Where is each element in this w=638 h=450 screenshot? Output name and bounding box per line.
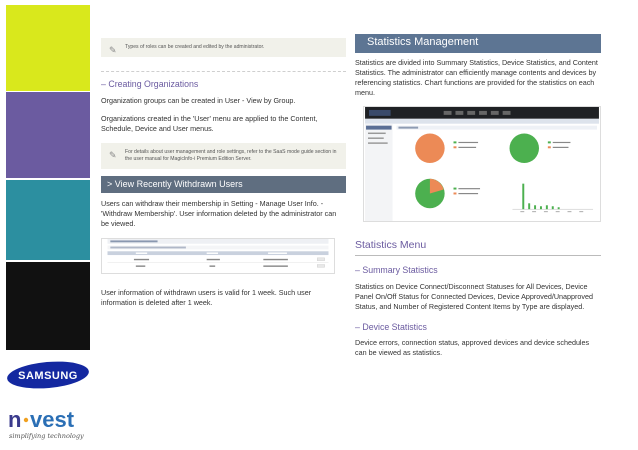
- device-statistics-heading: – Device Statistics: [355, 321, 427, 332]
- withdrawn-paragraph-2: User information of withdrawn users is valid for 1 week. Such user information is deleted after 1 week.: [101, 287, 312, 307]
- color-block-teal: [6, 180, 90, 260]
- pencil-icon: ✎: [109, 45, 117, 55]
- roles-note: [101, 38, 346, 57]
- chevron-right-icon: >: [107, 179, 115, 190]
- creating-org-paragraph-1: Organization groups can be created in User - View by Group.: [101, 95, 296, 105]
- withdrawn-paragraph-1: Users can withdraw their membership in Setting - Manage User Info. - 'Withdraw Membership'. User information deleted by the administrator can be viewed.: [101, 199, 337, 229]
- color-block-purple: [6, 92, 90, 178]
- withdrawn-users-screenshot: [101, 238, 335, 274]
- creating-organizations-heading: – Creating Organizations: [101, 71, 346, 90]
- summary-statistics-paragraph: Statistics on Device Connect/Disconnect Statuses for All Devices, Device Panel On/Off Status for Connected Devices, Device Approved/Unapproved Status, and Number of Registered Content Items by Type are displayed.: [355, 281, 593, 312]
- pencil-icon: ✎: [109, 149, 117, 160]
- withdrawn-users-heading: > View Recently Withdrawn Users: [101, 176, 346, 193]
- dash-marker: –: [355, 321, 363, 332]
- left-column: [101, 38, 346, 316]
- creating-org-paragraph-2: Organizations created in the 'User' menu are applied to the Content, Schedule, Device and User menus.: [101, 114, 318, 134]
- right-column: [355, 30, 601, 366]
- user-management-note: [101, 143, 346, 170]
- color-block-green: [6, 5, 90, 91]
- statistics-screenshot: [363, 106, 601, 222]
- dash-marker: –: [355, 265, 363, 276]
- statistics-menu-heading: Statistics Menu: [355, 238, 601, 256]
- summary-statistics-heading: – Summary Statistics: [355, 265, 438, 276]
- nvest-logo: [6, 405, 90, 445]
- svg-text:vest: vest: [30, 407, 75, 432]
- samsung-logo: [6, 360, 90, 390]
- color-block-black: [6, 262, 90, 350]
- dash-marker: –: [101, 79, 109, 90]
- statistics-management-paragraph: Statistics are divided into Summary Statistics, Device Statistics, and Content Statistics. The administrator can efficiently manage contents and devices by referencing statistics. Chart functions are provided for the statistics on each menu.: [355, 57, 598, 98]
- svg-text:n: n: [8, 407, 22, 432]
- device-statistics-paragraph: Device errors, connection status, approved devices and device schedules can be viewed as statistics.: [355, 338, 590, 358]
- roles-note-text: Types of roles can be created and edited by the administrator.: [125, 44, 265, 50]
- user-management-note-text: For details about user management and role settings, refer to the SaaS mode guide section in the user manual for MagicInfo-i Premium Edition Server.: [125, 148, 337, 162]
- svg-text:SAMSUNG: SAMSUNG: [18, 370, 78, 382]
- statistics-management-heading: Statistics Management: [355, 34, 601, 53]
- svg-text:simplifying technology: simplifying technology: [9, 432, 84, 440]
